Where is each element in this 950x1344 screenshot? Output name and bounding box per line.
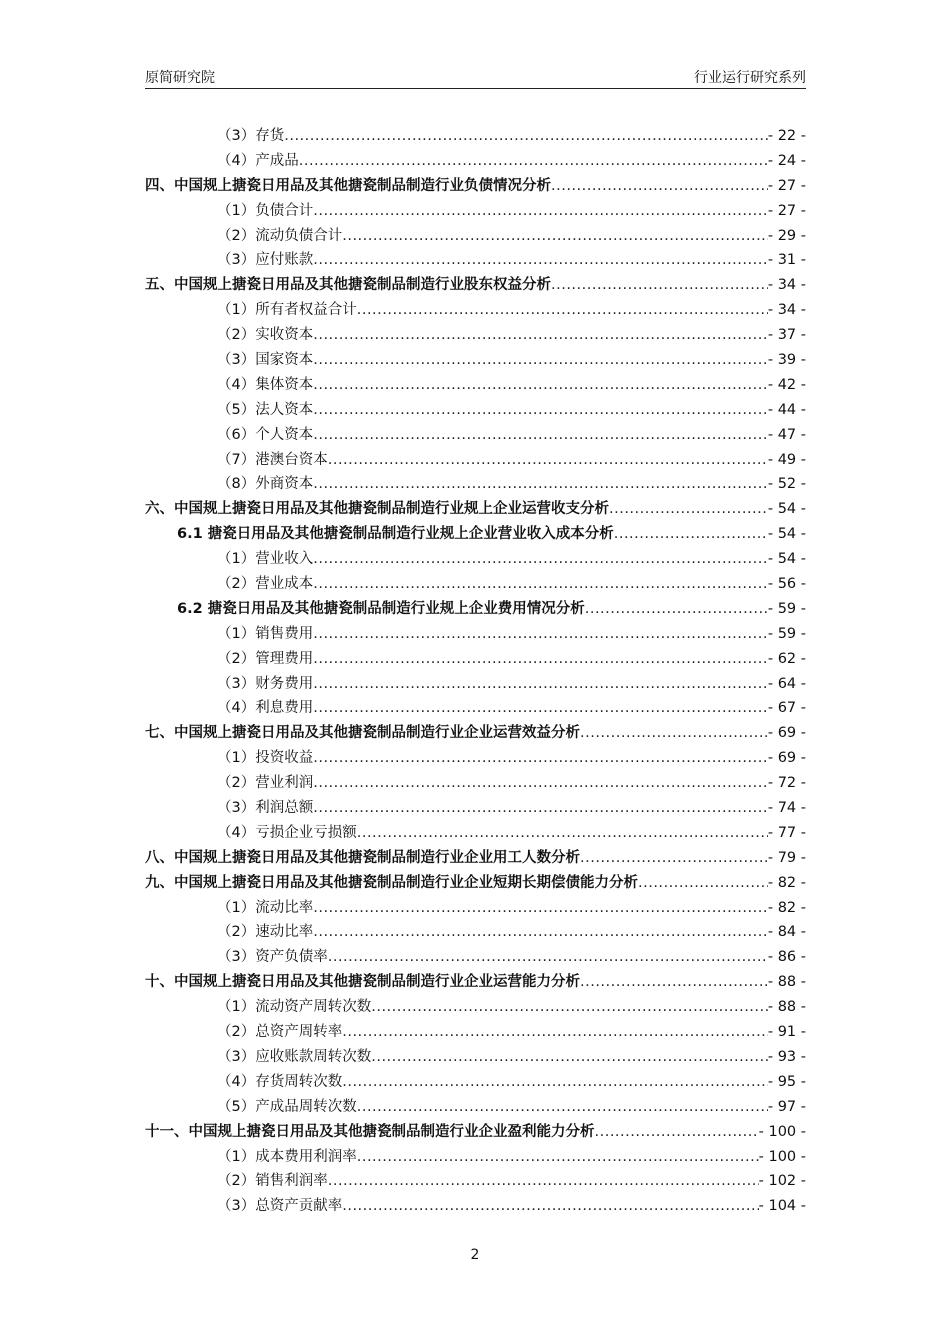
toc-entry[interactable] [145,1145,806,1170]
toc-entry-title: 十、中国规上搪瓷日用品及其他搪瓷制品制造行业企业运营能力分析 [145,974,580,991]
toc-entry-title: （1）成本费用利润率 [217,1148,357,1165]
header-series-name: 行业运行研究系列 [694,70,806,86]
dot-leader [313,398,768,423]
toc-entry-title: （5）法人资本 [217,401,314,418]
toc-entry-title: （1）流动资产周转次数 [217,999,372,1016]
toc-entry[interactable] [145,323,806,348]
dot-leader [284,124,768,149]
toc-entry-page: - 27 - [767,177,806,194]
toc-entry-title: （2）速动比率 [217,924,314,941]
toc-entry[interactable] [145,199,806,224]
toc-entry[interactable] [145,149,806,174]
toc-entry-title: （8）外商资本 [217,476,314,493]
toc-entry-title: （3）存货 [217,127,285,144]
dot-leader [585,597,768,622]
dot-leader [313,920,768,945]
toc-entry[interactable] [145,572,806,597]
toc-entry-page: - 34 - [767,277,806,294]
toc-entry-title: （2）流动负债合计 [217,227,343,244]
toc-entry-title: （3）国家资本 [217,352,314,368]
toc-entry[interactable] [145,921,806,946]
dot-leader [313,746,768,771]
toc-entry[interactable] [145,1169,806,1194]
toc-entry[interactable] [145,1120,806,1145]
toc-entry[interactable] [145,721,806,746]
toc-entry-page: - 84 - [767,924,806,941]
toc-entry[interactable] [145,871,806,896]
dot-leader [313,423,768,448]
dot-leader [313,199,768,224]
dot-leader [580,970,768,995]
toc-entry[interactable] [145,448,806,473]
toc-entry[interactable] [145,547,806,572]
toc-entry[interactable] [145,796,806,821]
dot-leader [551,273,768,298]
toc-entry[interactable] [145,1045,806,1070]
dot-leader [313,622,768,647]
toc-entry-page: - 77 - [767,824,806,841]
toc-entry-page: - 82 - [767,899,806,916]
dot-leader [313,547,768,572]
toc-entry[interactable] [145,124,806,149]
toc-entry-page: - 44 - [767,401,806,418]
toc-entry-title: 四、中国规上搪瓷日用品及其他搪瓷制品制造行业负债情况分析 [145,177,551,194]
toc-entry-page: - 62 - [767,650,806,667]
toc-entry-page: - 97 - [767,1098,806,1115]
toc-entry-page: - 64 - [767,675,806,692]
toc-entry-title: （3）利润总额 [217,800,314,817]
toc-entry[interactable] [145,896,806,921]
toc-entry-title: （3）财务费用 [217,675,314,692]
dot-leader [313,348,768,373]
toc-entry-page: - 56 - [767,576,806,593]
dot-leader [328,448,768,473]
toc-entry[interactable] [145,348,806,373]
toc-entry-title: 6.2 搪瓷日用品及其他搪瓷制品制造行业规上企业费用情况分析 [177,600,585,617]
dot-leader [357,1095,768,1120]
dot-leader [614,522,768,547]
toc-entry-title: 九、中国规上搪瓷日用品及其他搪瓷制品制造行业企业短期长期偿债能力分析 [145,874,638,891]
dot-leader [313,323,768,348]
toc-entry-title: （2）营业利润 [217,775,314,792]
toc-entry-page: - 88 - [767,974,806,991]
toc-entry[interactable] [145,1194,806,1219]
toc-entry[interactable] [145,846,806,871]
toc-entry-page: - 88 - [767,999,806,1016]
toc-entry-title: （3）资产负债率 [217,949,328,966]
toc-entry-title: （2）营业成本 [217,576,314,593]
toc-entry-page: - 95 - [767,1073,806,1090]
dot-leader [313,572,768,597]
toc-entry-page: - 49 - [767,451,806,468]
toc-entry-page: - 93 - [767,1048,806,1065]
toc-entry-page: - 22 - [767,127,806,144]
dot-leader [313,896,768,921]
toc-entry-title: 八、中国规上搪瓷日用品及其他搪瓷制品制造行业企业用工人数分析 [145,849,580,866]
toc-entry-page: - 59 - [767,625,806,642]
toc-entry-page: - 100 - [758,1123,806,1140]
toc-entry[interactable] [145,398,806,423]
toc-entry-page: - 29 - [767,227,806,244]
toc-entry[interactable] [145,373,806,398]
dot-leader [313,248,768,273]
toc-entry[interactable] [145,248,806,273]
dot-leader [299,149,768,174]
dot-leader [313,472,768,497]
toc-entry-title: （1）所有者权益合计 [217,302,357,319]
toc-entry-page: - 67 - [767,700,806,717]
dot-leader [580,846,768,871]
toc-entry-title: （2）管理费用 [217,650,314,667]
toc-entry-page: - 72 - [767,775,806,792]
toc-entry[interactable] [145,1070,806,1095]
toc-entry-page: - 54 - [767,501,806,518]
toc-entry-page: - 100 - [758,1148,806,1165]
toc-entry[interactable] [145,696,806,721]
dot-leader [551,174,768,199]
toc-entry-page: - 47 - [767,426,806,443]
toc-entry[interactable] [145,298,806,323]
dot-leader [328,1169,759,1194]
dot-leader [313,796,768,821]
toc-entry-title: （2）实收资本 [217,327,314,344]
dot-leader [638,871,768,896]
toc-entry-title: （5）产成品周转次数 [217,1098,357,1115]
toc-entry-title: 六、中国规上搪瓷日用品及其他搪瓷制品制造行业规上企业运营收支分析 [145,501,609,518]
toc-entry-title: （7）港澳台资本 [217,451,328,468]
toc-entry-page: - 91 - [767,1024,806,1041]
dot-leader [342,1020,768,1045]
toc-entry-title: （1）投资收益 [217,750,314,767]
toc-entry[interactable] [145,423,806,448]
toc-entry[interactable] [145,224,806,249]
toc-entry-page: - 86 - [767,949,806,966]
toc-entry[interactable] [145,1020,806,1045]
toc-entry-page: - 52 - [767,476,806,493]
toc-entry-title: （4）存货周转次数 [217,1073,343,1090]
toc-entry-page: - 34 - [767,302,806,319]
toc-entry-title: 七、中国规上搪瓷日用品及其他搪瓷制品制造行业企业运营效益分析 [145,725,580,742]
toc-entry[interactable] [145,273,806,298]
toc-entry-title: （4）亏损企业亏损额 [217,824,357,841]
toc-entry-title: 十一、中国规上搪瓷日用品及其他搪瓷制品制造行业企业盈利能力分析 [145,1123,595,1140]
toc-entry[interactable] [145,970,806,995]
toc-entry-title: （1）负债合计 [217,202,314,219]
toc-entry[interactable] [145,1095,806,1120]
toc-entry-page: - 54 - [767,526,806,543]
toc-entry-title: （1）流动比率 [217,899,314,916]
dot-leader [342,224,768,249]
dot-leader [313,771,768,796]
toc-entry-title: （4）产成品 [217,152,299,169]
toc-entry[interactable] [145,522,806,547]
dot-leader [357,298,768,323]
toc-entry[interactable] [145,622,806,647]
toc-entry-page: - 69 - [767,725,806,742]
dot-leader [580,721,768,746]
toc-entry[interactable] [145,821,806,846]
toc-entry-title: （3）应收账款周转次数 [217,1048,372,1065]
toc-entry[interactable] [145,746,806,771]
page-number: 2 [470,1247,480,1263]
toc-entry-page: - 102 - [758,1173,806,1190]
toc-entry-title: 6.1 搪瓷日用品及其他搪瓷制品制造行业规上企业营业收入成本分析 [177,526,614,543]
toc-entry-title: 五、中国规上搪瓷日用品及其他搪瓷制品制造行业股东权益分析 [145,277,551,294]
toc-entry[interactable] [145,945,806,970]
dot-leader [371,995,768,1020]
toc-entry-page: - 27 - [767,202,806,219]
toc-entry-page: - 59 - [767,600,806,617]
toc-entry[interactable] [145,647,806,672]
toc-entry[interactable] [145,771,806,796]
toc-entry-page: - 54 - [767,551,806,568]
dot-leader [342,1194,758,1219]
toc-entry[interactable] [145,597,806,622]
toc-entry-title: （1）销售费用 [217,625,314,642]
toc-entry-title: （6）个人资本 [217,426,314,443]
toc-entry-title: （4）集体资本 [217,376,314,393]
dot-leader [328,945,768,970]
toc-entry[interactable] [145,672,806,697]
dot-leader [357,1145,759,1170]
toc-entry-title: （4）利息费用 [217,700,314,717]
toc-entry-page: - 24 - [767,152,806,169]
dot-leader [595,1120,759,1145]
toc-entry-title: （1）营业收入 [217,551,314,568]
dot-leader [313,647,768,672]
toc-entry-title: （3）应付账款 [217,252,314,269]
dot-leader [357,821,768,846]
toc-entry-title: （2）销售利润率 [217,1173,328,1190]
toc-entry-page: - 39 - [767,352,806,368]
toc-entry-page: - 37 - [767,327,806,344]
toc-entry[interactable] [145,497,806,522]
dot-leader [313,672,768,697]
toc-entry-page: - 74 - [767,800,806,817]
page-header [145,66,806,89]
toc-entry-page: - 82 - [767,874,806,891]
toc-entry-title: （2）总资产周转率 [217,1024,343,1041]
header-org-name: 原简研究院 [145,70,215,86]
toc-entry-page: - 104 - [758,1198,806,1215]
toc-entry-page: - 69 - [767,750,806,767]
toc-entry[interactable] [145,472,806,497]
toc-entry-page: - 31 - [767,252,806,269]
dot-leader [342,1070,768,1095]
dot-leader [609,497,768,522]
table-of-contents [145,124,806,1219]
toc-entry[interactable] [145,174,806,199]
dot-leader [313,373,768,398]
toc-entry-page: - 79 - [767,849,806,866]
toc-entry[interactable] [145,995,806,1020]
dot-leader [313,696,768,721]
toc-entry-title: （3）总资产贡献率 [217,1198,343,1215]
dot-leader [371,1045,768,1070]
toc-entry-page: - 42 - [767,376,806,393]
